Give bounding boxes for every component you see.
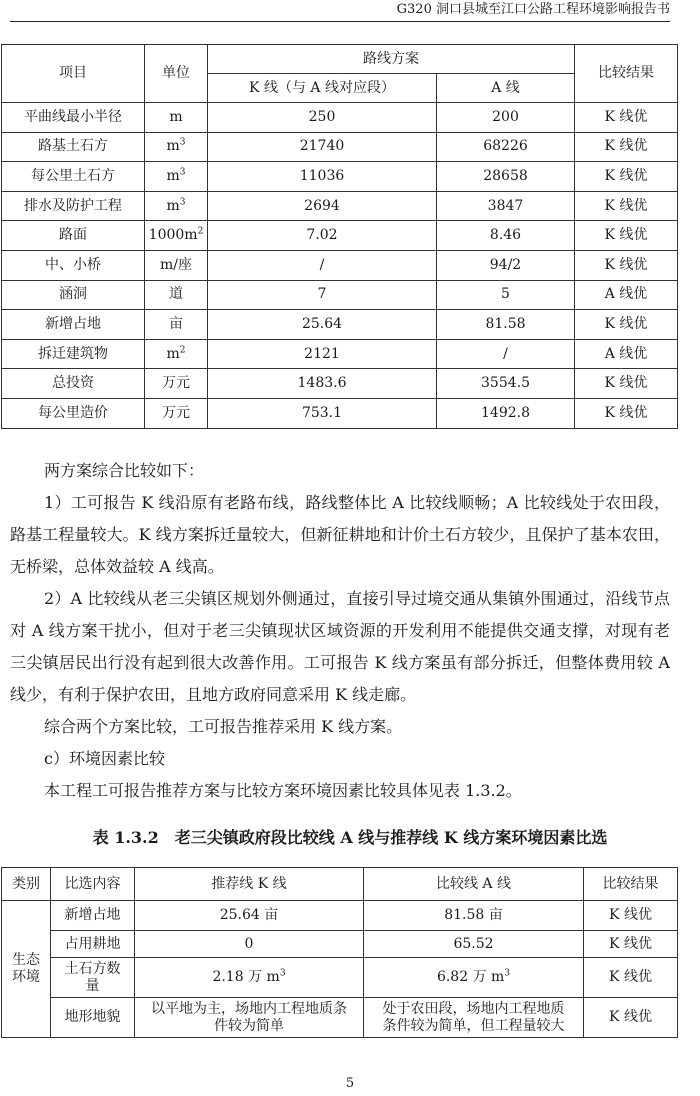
cell-k-value — [208, 369, 437, 399]
cell-result — [575, 132, 678, 162]
cell-a-value-text: 1492.8 — [481, 404, 530, 421]
cell-k-value-text: 2121 — [304, 345, 340, 362]
superscript: 3 — [179, 196, 186, 207]
cell-item-text: 涵洞 — [59, 286, 87, 303]
cell-result — [575, 250, 678, 280]
table-caption: 表 1.3.2 老三尖镇政府段比较线 A 线与推荐线 K 线方案环境因素比选 — [92, 828, 608, 847]
table-row — [2, 998, 678, 1038]
table-row — [2, 398, 678, 428]
cell-result-text: K 线优 — [604, 315, 648, 332]
route-comparison-table — [1, 44, 678, 429]
table-row — [2, 250, 678, 280]
cell-item — [2, 132, 145, 162]
cell-content — [51, 931, 135, 958]
cell-item — [2, 280, 145, 310]
cell-unit — [145, 132, 208, 162]
cell-k-value-text: 1483.6 — [297, 375, 347, 392]
cell-a-value — [364, 931, 584, 958]
cell-result — [575, 191, 678, 221]
cell-item-text: 排水及防护工程 — [24, 197, 122, 214]
cell-unit — [145, 310, 208, 340]
cell-result-text: K 线优 — [604, 404, 648, 421]
cell-a-value — [437, 103, 575, 133]
cell-a-value-text: 68226 — [483, 138, 528, 155]
cell-result — [575, 310, 678, 340]
cell-unit-text: m — [166, 167, 180, 184]
cell-item-text: 路基土石方 — [38, 138, 108, 155]
table-row — [2, 931, 678, 958]
table-row — [2, 162, 678, 192]
cell-result-text: K 线优 — [609, 907, 652, 923]
cell-content — [51, 958, 135, 998]
cell-unit-text: 万元 — [162, 404, 190, 421]
cell-item-text: 拆迁建筑物 — [38, 345, 108, 362]
paragraph-summary-intro: 两方案综合比较如下： — [44, 461, 205, 480]
cell-unit — [145, 398, 208, 428]
cell-a-value — [437, 221, 575, 251]
table-row — [2, 280, 678, 310]
cell-item — [2, 103, 145, 133]
cell-a-value — [364, 998, 584, 1038]
cell-k-value-text: 25.64 亩 — [219, 907, 279, 923]
cell-result-text: K 线优 — [609, 1009, 652, 1025]
cell-unit-text: 亩 — [169, 315, 183, 332]
cell-k-value — [208, 339, 437, 369]
cell-k-value-text: 以平地为主，场地内工程地质条件较为简单 — [151, 1000, 347, 1034]
paragraph-point-1: 1）工可报告 K 线沿原有老路布线，路线整体比 A 比较线顺畅；A 比较线处于农田段，路基工程量较大。K 线方案拆迁量较大，但新征耕地和计价土石方较少，且保护了基本农田，无桥梁，总体效益较 A 线高。 — [10, 493, 670, 576]
cell-unit — [145, 339, 208, 369]
cell-unit — [145, 221, 208, 251]
cell-item — [2, 369, 145, 399]
cell-k-value-text: 2.18 万 m — [212, 969, 280, 985]
cell-result — [575, 369, 678, 399]
table-header-row — [2, 868, 678, 901]
cell-unit — [145, 103, 208, 133]
cell-content — [51, 998, 135, 1038]
header-k-line: K 线（与 A 线对应段） — [208, 74, 437, 103]
cell-category: 生态环境 — [2, 901, 51, 1038]
cell-item-text: 每公里造价 — [38, 404, 108, 421]
cell-k-value-text: 7 — [317, 286, 327, 303]
cell-a-value — [437, 339, 575, 369]
superscript: 3 — [179, 137, 186, 148]
cell-result — [575, 162, 678, 192]
cell-result-text: K 线优 — [604, 256, 648, 273]
cell-unit-text: 万元 — [162, 375, 190, 392]
cell-unit-text: m — [169, 108, 183, 125]
cell-a-value-text: 8.46 — [489, 227, 522, 244]
cell-content-text: 地形地貌 — [64, 1009, 121, 1025]
cell-result-text: K 线优 — [604, 197, 648, 214]
cell-k-value — [208, 280, 437, 310]
cell-item-text: 每公里土石方 — [31, 167, 115, 184]
page-header — [10, 0, 670, 22]
cell-a-value-text: 处于农田段，场地内工程地质条件较为简单，但工程量较大 — [382, 1000, 565, 1034]
cell-k-value-text: 11036 — [299, 167, 345, 184]
cell-k-value — [208, 398, 437, 428]
cell-result — [575, 398, 678, 428]
cell-a-value — [437, 132, 575, 162]
cell-result-text: K 线优 — [604, 375, 648, 392]
cell-a-value-text: 3847 — [487, 197, 524, 214]
header-a-line: 比较线 A 线 — [364, 868, 584, 901]
cell-a-value-text: 200 — [492, 108, 519, 125]
cell-a-value-text: 3554.5 — [481, 375, 530, 392]
table-row — [2, 191, 678, 221]
header-category: 类别 — [2, 868, 51, 901]
page-number: 5 — [345, 1076, 355, 1091]
cell-k-value-text: 0 — [244, 935, 254, 952]
cell-k-value-text: / — [319, 256, 325, 273]
paragraph-conclusion: 综合两个方案比较，工可报告推荐采用 K 线方案。 — [44, 717, 403, 736]
cell-item — [2, 162, 145, 192]
cell-a-value — [437, 398, 575, 428]
cell-a-value-text: 94/2 — [489, 256, 522, 273]
table-row — [2, 221, 678, 251]
header-unit: 单位 — [145, 45, 208, 103]
cell-content — [51, 901, 135, 931]
cell-k-value-text: 250 — [308, 108, 336, 125]
table-header-row — [2, 45, 678, 74]
superscript: 3 — [279, 968, 286, 979]
cell-k-value — [208, 132, 437, 162]
cell-item — [2, 398, 145, 428]
cell-item — [2, 339, 145, 369]
header-result: 比较结果 — [575, 45, 678, 103]
cell-k-value — [135, 998, 364, 1038]
cell-item — [2, 310, 145, 340]
cell-k-value — [135, 931, 364, 958]
cell-item — [2, 191, 145, 221]
cell-unit-text: m — [166, 197, 180, 214]
cell-k-value-text: 753.1 — [301, 404, 343, 421]
cell-result — [584, 931, 678, 958]
cell-unit-text: m/座 — [160, 256, 192, 273]
header-result: 比较结果 — [584, 868, 678, 901]
cell-a-value-text: / — [503, 345, 508, 362]
table-row — [2, 901, 678, 931]
superscript: 3 — [179, 167, 186, 178]
cell-content-text: 新增占地 — [64, 907, 121, 923]
cell-k-value — [135, 958, 364, 998]
table-row — [2, 310, 678, 340]
cell-unit-text: 1000m — [148, 227, 198, 244]
cell-k-value-text: 2694 — [304, 197, 340, 214]
cell-a-value-text: 28658 — [483, 167, 528, 184]
cell-a-value — [437, 369, 575, 399]
cell-item-text: 中、小桥 — [45, 256, 101, 273]
cell-unit — [145, 280, 208, 310]
cell-result-text: K 线优 — [609, 935, 652, 952]
cell-item — [2, 250, 145, 280]
cell-result-text: K 线优 — [604, 167, 648, 184]
cell-unit — [145, 369, 208, 399]
environment-comparison-table — [1, 867, 678, 1038]
cell-result-text: K 线优 — [604, 108, 648, 125]
cell-a-value-text: 81.58 亩 — [444, 907, 503, 923]
paragraph-table-reference: 本工程工可报告推荐方案与比较方案环境因素比较具体见表 1.3.2。 — [44, 781, 522, 800]
cell-a-value — [437, 191, 575, 221]
cell-result — [584, 958, 678, 998]
cell-a-value-text: 5 — [501, 286, 510, 303]
cell-a-value — [437, 280, 575, 310]
cell-a-value — [437, 162, 575, 192]
cell-unit-text: m — [166, 345, 180, 362]
cell-item-text: 新增占地 — [45, 315, 101, 332]
header-k-line: 推荐线 K 线 — [135, 868, 364, 901]
cell-k-value — [208, 191, 437, 221]
cell-k-value — [208, 103, 437, 133]
cell-result-text: K 线优 — [604, 227, 648, 244]
cell-content-text: 土石方数量 — [64, 960, 121, 994]
cell-result — [575, 280, 678, 310]
cell-unit-text: m — [166, 138, 180, 155]
cell-result — [584, 901, 678, 931]
superscript: 2 — [179, 344, 186, 355]
cell-k-value — [208, 250, 437, 280]
cell-k-value-text: 25.64 — [301, 315, 343, 332]
table-row — [2, 132, 678, 162]
cell-a-value — [437, 250, 575, 280]
paragraph-point-2: 2）A 比较线从老三尖镇区规划外侧通过，直接引导过境交通从集镇外围通过，沿线节点对 A 线方案干扰小，但对于老三尖镇现状区域资源的开发利用不能提供交通支撑，对现有老三尖镇居民出行没有起到很大改善作用。工可报告 K 线方案虽有部分拆迁，但整体费用较 A 线少，有利于保护农田，且地方政府同意采用 K 线走廊。 — [10, 589, 670, 704]
section-heading-environment: c）环境因素比较 — [44, 749, 165, 768]
cell-result — [584, 998, 678, 1038]
cell-result-text: K 线优 — [609, 969, 652, 985]
table-row — [2, 339, 678, 369]
cell-unit — [145, 191, 208, 221]
cell-a-value-text: 65.52 — [453, 935, 494, 952]
cell-a-value — [364, 958, 584, 998]
header-a-line: A 线 — [437, 74, 575, 103]
cell-k-value-text: 21740 — [299, 138, 345, 155]
cell-result — [575, 103, 678, 133]
cell-a-value-text: 81.58 — [485, 315, 526, 332]
cell-k-value — [135, 901, 364, 931]
document-title: G320 洞口县城至江口公路工程环境影响报告书 — [396, 2, 670, 17]
cell-a-value-text: 6.82 万 m — [436, 969, 505, 985]
cell-result-text: K 线优 — [604, 138, 648, 155]
cell-result — [575, 339, 678, 369]
cell-item — [2, 221, 145, 251]
cell-item-text: 路面 — [59, 227, 87, 244]
cell-content-text: 占用耕地 — [64, 935, 121, 952]
cell-k-value — [208, 310, 437, 340]
cell-result — [575, 221, 678, 251]
cell-unit — [145, 162, 208, 192]
cell-result-text: A 线优 — [604, 345, 648, 362]
table-row — [2, 103, 678, 133]
header-content: 比选内容 — [51, 868, 135, 901]
cell-item-text: 总投资 — [52, 375, 94, 392]
cell-k-value — [208, 162, 437, 192]
header-item: 项目 — [2, 45, 145, 103]
cell-result-text: A 线优 — [604, 286, 648, 303]
cell-k-value — [208, 221, 437, 251]
table-row — [2, 958, 678, 998]
header-route-group: 路线方案 — [208, 45, 575, 74]
superscript: 3 — [504, 968, 511, 979]
superscript: 2 — [197, 226, 204, 237]
cell-k-value-text: 7.02 — [306, 227, 338, 244]
cell-a-value — [437, 310, 575, 340]
cell-unit-text: 道 — [169, 286, 183, 303]
cell-item-text: 平曲线最小半径 — [24, 108, 122, 125]
cell-a-value — [364, 901, 584, 931]
table-row — [2, 369, 678, 399]
cell-unit — [145, 250, 208, 280]
